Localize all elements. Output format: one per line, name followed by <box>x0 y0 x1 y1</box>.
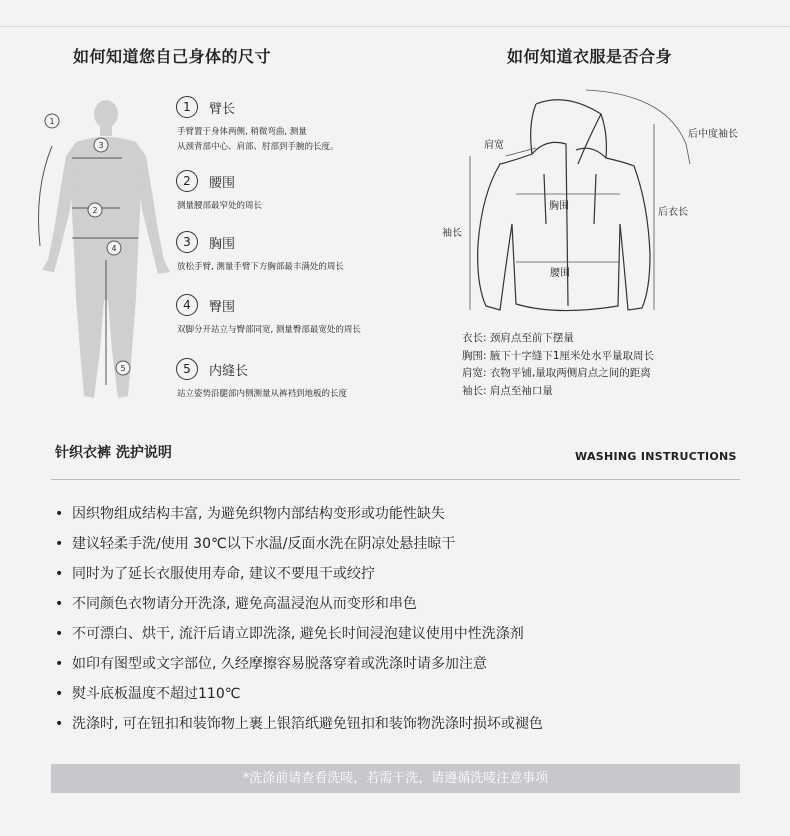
figure-marker-5: 5 <box>120 364 126 373</box>
list-item-text: 洗涤时, 可在钮扣和装饰物上裹上银箔纸避免钮扣和装饰物洗涤时损坏或褪色 <box>72 716 543 732</box>
note-sleeve: 袖长: 肩点至袖口量 <box>462 384 553 397</box>
step-description: 站立姿势沿腿部内侧测量从裤裆到地板的长度 <box>177 389 348 399</box>
step-description: 双脚分开站立与臀部同宽, 测量臀部最宽处的周长 <box>177 325 361 335</box>
washing-list <box>55 503 543 743</box>
shoulder-label: 肩宽 <box>484 140 504 151</box>
figure-marker-3: 3 <box>98 141 104 150</box>
bullet-icon: • <box>55 656 64 672</box>
back-length-label: 后衣长 <box>658 207 688 218</box>
step-title: 臀围 <box>209 300 236 315</box>
list-item-text: 不可漂白、烘干, 流汗后请立即洗涤, 避免长时间浸泡建议使用中性洗涤剂 <box>72 626 524 642</box>
garment-fit-heading: 如何知道衣服是否合身 <box>507 47 673 66</box>
body-measurement-figure <box>28 100 178 410</box>
figure-marker-1: 1 <box>49 117 55 126</box>
note-chest: 胸围: 腋下十字缝下1厘米处水平量取周长 <box>462 349 655 362</box>
step-number: 4 <box>176 294 198 316</box>
step-number: 2 <box>176 170 198 192</box>
list-item <box>55 563 543 593</box>
list-item <box>55 623 543 653</box>
footer-note: *洗涤前请查看洗唛，若需干洗，请遵循洗唛注意事项 <box>51 764 740 793</box>
list-item-text: 不同颜色衣物请分开洗涤, 避免高温浸泡从而变形和串色 <box>72 596 417 612</box>
step-description: 测量腰部最窄处的周长 <box>177 201 263 211</box>
washing-title: 针织衣裤 洗护说明 <box>55 445 172 461</box>
list-item-text: 如印有图型或文字部位, 久经摩擦容易脱落穿着或洗涤时请多加注意 <box>72 656 487 672</box>
note-length: 衣长: 颈肩点至前下摆量 <box>462 332 574 344</box>
list-item-text: 同时为了延长衣服使用寿命, 建议不要甩干或绞拧 <box>72 566 375 582</box>
bullet-icon: • <box>55 506 64 522</box>
step-title: 胸围 <box>209 237 236 252</box>
step-title: 内缝长 <box>209 364 249 379</box>
washing-title-en: WASHING INSTRUCTIONS <box>575 450 737 463</box>
figure-marker-2: 2 <box>92 206 98 215</box>
step-number: 3 <box>176 231 198 253</box>
bullet-icon: • <box>55 626 64 642</box>
section-divider <box>51 479 740 480</box>
garment-notes <box>462 330 654 400</box>
bullet-icon: • <box>55 566 64 582</box>
step-description: 手臂置于身体两侧, 稍微弯曲, 测量 从颈背部中心、肩部、肘部到手腕的长度。 <box>177 127 339 152</box>
back-sleeve-label: 后中度袖长 <box>688 129 738 140</box>
top-divider <box>0 26 790 27</box>
list-item <box>55 653 543 683</box>
sleeve-label: 袖长 <box>442 228 462 239</box>
note-shoulder: 肩宽: 衣物平铺,量取两侧肩点之间的距离 <box>462 367 651 379</box>
list-item <box>55 503 543 533</box>
waist-label: 腰围 <box>550 268 570 279</box>
list-item <box>55 683 543 713</box>
step-title: 臂长 <box>209 102 236 117</box>
step-number: 5 <box>176 358 198 380</box>
bullet-icon: • <box>55 716 64 732</box>
list-item-text: 因织物组成结构丰富, 为避免织物内部结构变形或功能性缺失 <box>72 506 445 522</box>
list-item <box>55 713 543 743</box>
body-size-heading: 如何知道您自己身体的尺寸 <box>73 47 272 66</box>
list-item <box>55 593 543 623</box>
jacket-measurement-diagram <box>436 84 766 324</box>
list-item <box>55 533 543 563</box>
figure-marker-4: 4 <box>111 244 117 253</box>
chest-label: 胸围 <box>549 201 569 212</box>
bullet-icon: • <box>55 596 64 612</box>
step-title: 腰围 <box>209 176 236 191</box>
step-number: 1 <box>176 96 198 118</box>
bullet-icon: • <box>55 536 64 552</box>
list-item-text: 熨斗底板温度不超过110℃ <box>72 686 241 702</box>
step-description: 放松手臂, 测量手臂下方胸部最丰满处的周长 <box>177 262 344 272</box>
list-item-text: 建议轻柔手洗/使用 30℃以下水温/反面水洗在阴凉处悬挂晾干 <box>72 536 456 552</box>
bullet-icon: • <box>55 686 64 702</box>
